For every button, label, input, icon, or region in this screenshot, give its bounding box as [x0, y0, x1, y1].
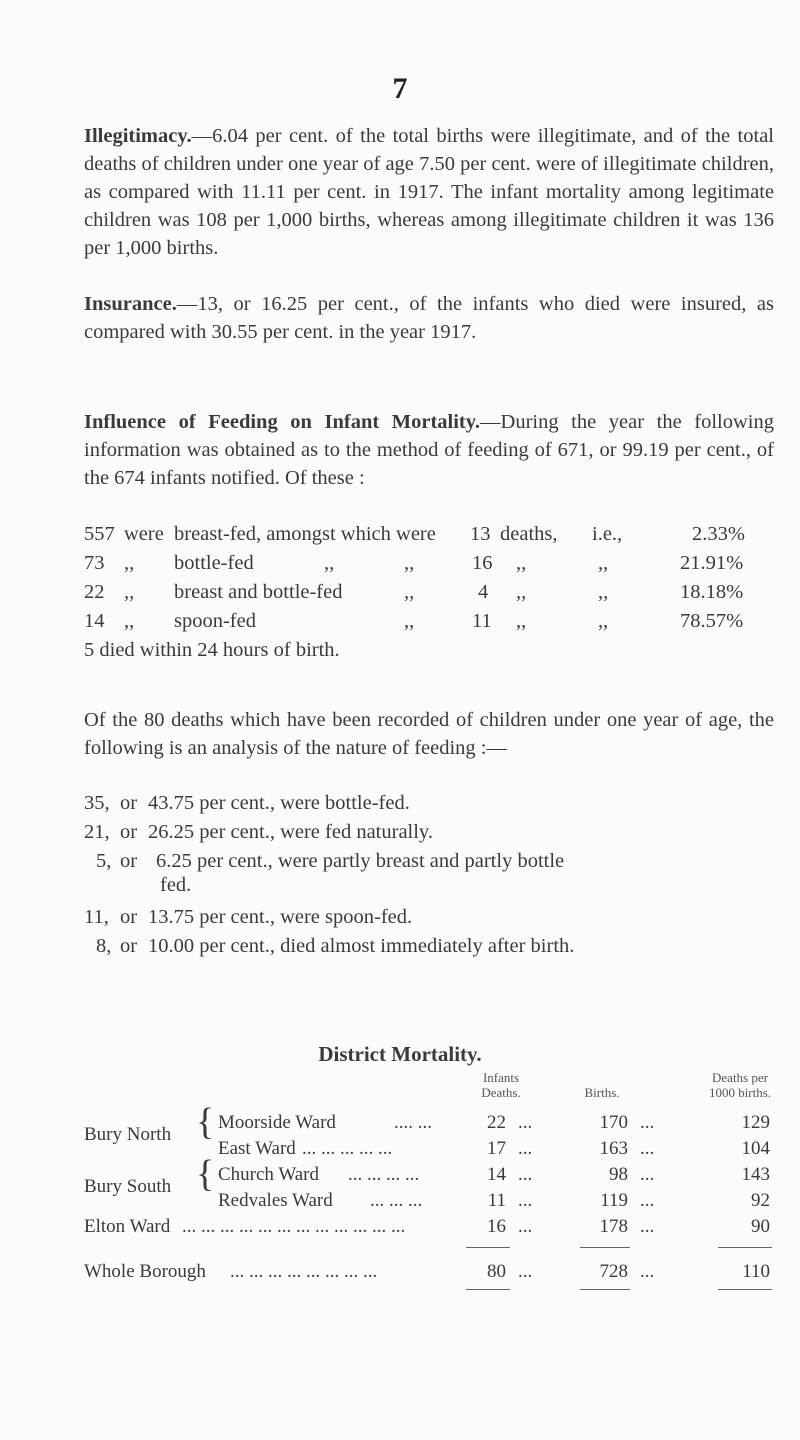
separator: ... — [640, 1190, 655, 1211]
brace-icon: { — [196, 1101, 215, 1143]
feeding-paragraph — [84, 408, 774, 492]
feeding-row — [84, 607, 774, 635]
illegitimacy-text: —6.04 per cent. of the total births were illegitimate, and of the total deaths of children under one year of age 7.50 per cent. were of illegitimate children, as compared with 11.11 per cent. in 1917. The infant mortality among legitimate children was 108 per 1,000 births, whereas among illegitimate children it was 136 per 1,000 births. — [84, 125, 774, 259]
infant-deaths: 16 — [487, 1216, 506, 1237]
births: 98 — [609, 1164, 628, 1185]
feeding-mid-ditto: ,, — [404, 552, 415, 574]
feeding-count: 22 — [84, 581, 105, 603]
feeding-deaths: 11 — [472, 610, 492, 632]
feeding-ie: ,, — [598, 552, 609, 574]
feeding-method: breast-fed, amongst which were — [174, 523, 436, 545]
feeding-pct: 2.33% — [692, 523, 745, 545]
feeding-deaths-word: ,, — [516, 581, 527, 603]
separator: ... — [640, 1261, 655, 1282]
feeding-heading: Influence of Feeding on Infant Mortality. — [84, 411, 481, 433]
column-rule — [466, 1289, 510, 1290]
analysis-or: or — [120, 850, 138, 872]
deaths-per-1000: 129 — [741, 1112, 770, 1133]
ward-name: Church Ward — [218, 1164, 320, 1185]
feeding-count: 73 — [84, 552, 105, 574]
deaths-per-1000: 143 — [741, 1164, 770, 1185]
header-infants-deaths — [466, 1070, 536, 1100]
infant-deaths: 22 — [487, 1112, 506, 1133]
analysis-or: or — [120, 821, 138, 843]
births: 178 — [599, 1216, 628, 1237]
analysis-or: or — [120, 906, 138, 928]
separator: ... — [640, 1138, 655, 1159]
infant-deaths: 14 — [487, 1164, 506, 1185]
analysis-text: 10.00 per cent., died almost immediately after birth. — [148, 935, 575, 957]
feeding-deaths: 13 — [470, 523, 491, 545]
feeding-pct: 78.57% — [680, 610, 744, 632]
analysis-count: 5, — [96, 850, 112, 872]
feeding-died-note: 5 died within 24 hours of birth. — [84, 639, 340, 661]
ward-dots: ... ... ... — [370, 1190, 423, 1211]
header-line: Deaths. — [481, 1085, 521, 1100]
table-row — [0, 1112, 800, 1137]
ward-name: Moorside Ward — [218, 1112, 336, 1133]
analysis-or: or — [120, 792, 138, 814]
feeding-method: breast and bottle-fed — [174, 581, 343, 603]
analysis-count: 11, — [84, 906, 109, 928]
insurance-heading: Insurance. — [84, 293, 177, 315]
ward-dots: ... ... ... ... ... ... ... ... — [230, 1261, 378, 1282]
separator: ... — [518, 1164, 533, 1185]
separator: ... — [518, 1216, 533, 1237]
deaths-per-1000: 104 — [741, 1138, 770, 1159]
feeding-ie: ,, — [598, 581, 609, 603]
analysis-count: 8, — [96, 935, 112, 957]
feeding-ie: ,, — [598, 610, 609, 632]
births: 119 — [600, 1190, 628, 1211]
feeding-ditto: ,, — [124, 581, 135, 603]
table-row — [0, 1190, 800, 1215]
feeding-method: bottle-fed — [174, 552, 254, 574]
separator: ... — [518, 1261, 533, 1282]
analysis-text: 43.75 per cent., were bottle-fed. — [148, 792, 410, 814]
infant-deaths: 11 — [487, 1190, 506, 1211]
feeding-count: 557 — [84, 523, 115, 545]
feeding-text: —During the year the following information was obtained as to the method of feeding of 671, or 99.19 per cent., of the 674 infants notified. Of these : — [84, 411, 774, 489]
feeding-ditto: ,, — [124, 610, 135, 632]
analysis-text: 26.25 per cent., were fed naturally. — [148, 821, 433, 843]
column-rule — [718, 1247, 772, 1248]
feeding-deaths-word: deaths, — [500, 523, 558, 545]
brace-icon: { — [196, 1153, 215, 1195]
analysis-row — [84, 903, 784, 931]
births: 728 — [599, 1261, 628, 1282]
infant-deaths: 80 — [487, 1261, 506, 1282]
analysis-or: or — [120, 935, 138, 957]
header-line: Deaths per — [712, 1070, 768, 1085]
insurance-paragraph — [84, 290, 774, 346]
feeding-deaths-word: ,, — [516, 610, 527, 632]
analysis-row — [84, 847, 784, 903]
analysis-text: 6.25 per cent., were partly breast and partly bottle — [156, 850, 565, 872]
separator: ... — [518, 1112, 533, 1133]
header-line: Infants — [482, 1070, 520, 1085]
feeding-ditto: were — [124, 523, 164, 545]
deaths-per-1000: 110 — [742, 1261, 770, 1282]
separator: ... — [518, 1138, 533, 1159]
analysis-row — [84, 818, 784, 846]
feeding-row — [84, 578, 774, 606]
illegitimacy-paragraph — [84, 122, 774, 262]
feeding-deaths: 16 — [472, 552, 493, 574]
insurance-text: —13, or 16.25 per cent., of the infants who died were insured, as compared with 30.55 per cent. in the year 1917. — [84, 293, 774, 343]
total-label: Whole Borough — [84, 1261, 206, 1282]
feeding-deaths-word: ,, — [516, 552, 527, 574]
feeding-pct: 21.91% — [680, 552, 744, 574]
header-line: Births. — [584, 1085, 620, 1100]
feeding-row — [84, 549, 774, 577]
analysis-row — [84, 932, 784, 960]
feeding-row — [84, 520, 774, 548]
feeding-mid-ditto: ,, — [404, 610, 415, 632]
page-number: 7 — [392, 72, 408, 105]
group-label-bury-south: Bury South — [84, 1176, 172, 1197]
feeding-ditto: ,, — [124, 552, 135, 574]
analysis-row — [84, 789, 784, 817]
ward-dots: ... ... ... ... ... ... ... ... ... ... ... ... — [182, 1216, 406, 1237]
table-row — [0, 1216, 800, 1241]
table-row — [0, 1138, 800, 1163]
analysis-count: 35, — [84, 792, 110, 814]
analysis-text-continued: fed. — [160, 874, 192, 896]
infant-deaths: 17 — [487, 1138, 506, 1159]
column-rule — [718, 1289, 772, 1290]
ward-name: Elton Ward — [84, 1216, 171, 1237]
separator: ... — [518, 1190, 533, 1211]
header-line: 1000 births. — [708, 1085, 772, 1100]
separator: ... — [640, 1164, 655, 1185]
column-rule — [466, 1247, 510, 1248]
feeding-method: spoon-fed — [174, 610, 256, 632]
feeding-ie: i.e., — [592, 523, 623, 545]
column-rule — [580, 1289, 630, 1290]
header-births — [572, 1085, 632, 1100]
feeding-mid-ditto: ,, — [324, 552, 335, 574]
separator: ... — [640, 1216, 655, 1237]
column-rule — [580, 1247, 630, 1248]
separator: ... — [640, 1112, 655, 1133]
district-mortality-title: District Mortality. — [318, 1042, 482, 1066]
table-row-total — [0, 1261, 800, 1286]
analysis-count: 21, — [84, 821, 110, 843]
analysis-intro: Of the 80 deaths which have been recorded of children under one year of age, the following is an analysis of the nature of feeding :— — [84, 709, 774, 759]
feeding-pct: 18.18% — [680, 581, 744, 603]
ward-dots: .... ... — [394, 1112, 432, 1133]
births: 163 — [599, 1138, 628, 1159]
ward-name: East Ward — [218, 1138, 296, 1159]
ward-dots: ... ... ... ... ... — [302, 1138, 393, 1159]
header-deaths-per — [690, 1070, 790, 1100]
births: 170 — [599, 1112, 628, 1133]
ward-name: Redvales Ward — [218, 1190, 333, 1211]
table-row — [0, 1164, 800, 1189]
deaths-per-1000: 92 — [751, 1190, 770, 1211]
analysis-text: 13.75 per cent., were spoon-fed. — [148, 906, 413, 928]
group-label-bury-north: Bury North — [84, 1124, 172, 1145]
illegitimacy-heading: Illegitimacy. — [84, 125, 192, 147]
feeding-deaths: 4 — [478, 581, 489, 603]
ward-dots: ... ... ... ... — [348, 1164, 420, 1185]
deaths-per-1000: 90 — [751, 1216, 770, 1237]
feeding-mid-ditto: ,, — [404, 581, 415, 603]
feeding-count: 14 — [84, 610, 105, 632]
